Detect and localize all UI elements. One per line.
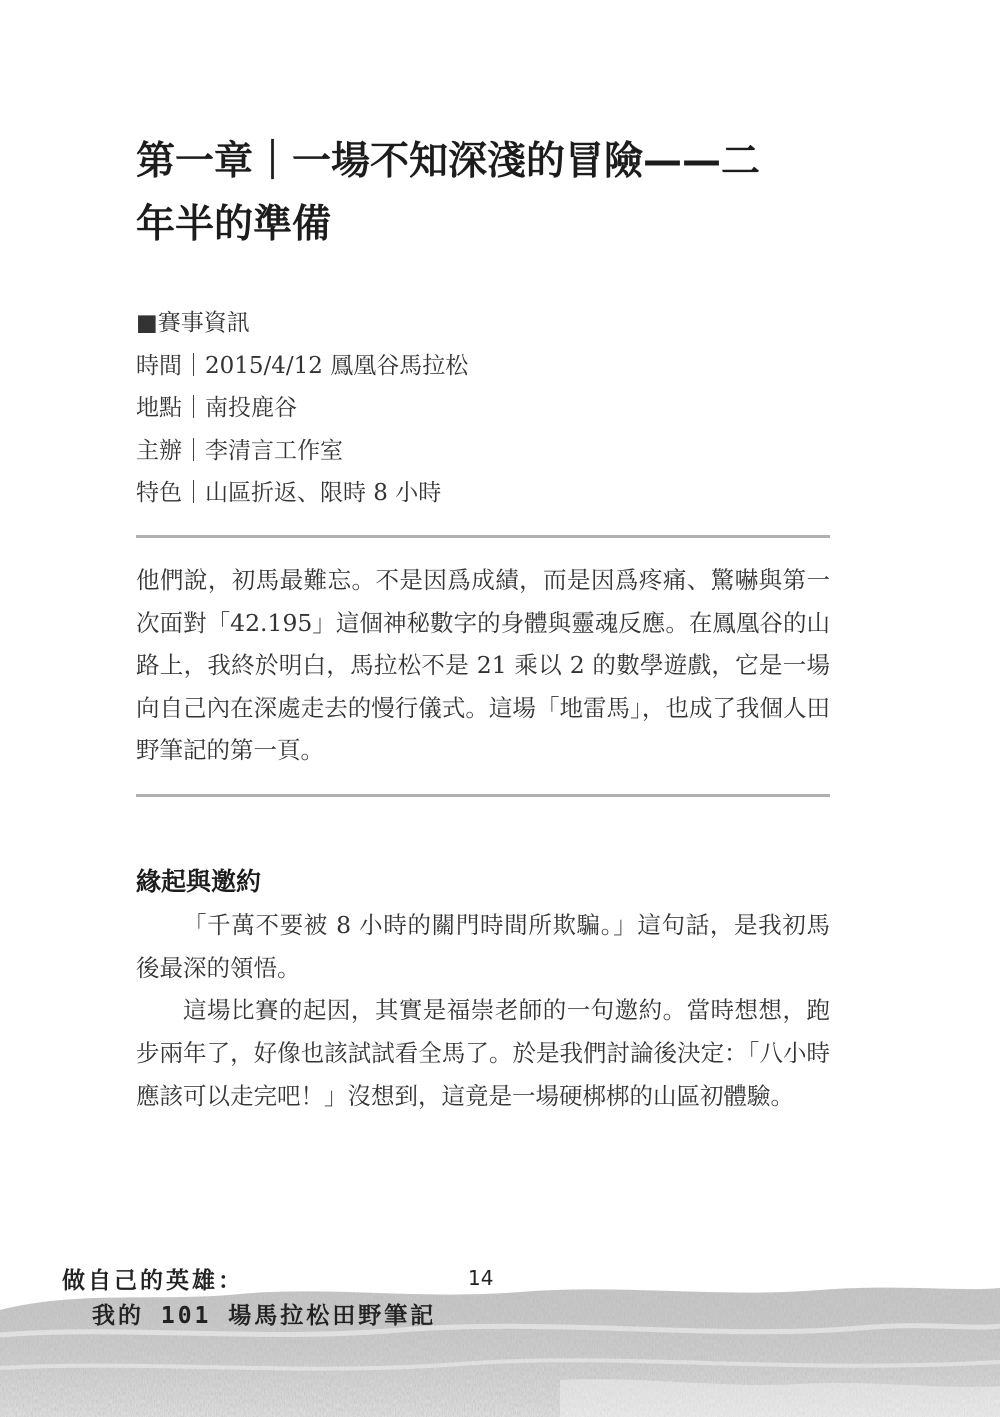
- chapter-title-line-2: 年半的準備: [136, 202, 332, 247]
- race-info-organizer: 主辦｜李清言工作室: [136, 437, 343, 464]
- race-info-heading: ■賽事資訊: [136, 310, 250, 336]
- race-info-location: 地點｜南投鹿谷: [136, 395, 297, 421]
- body-paragraph-1: 「千萬不要被 8 小時的關門時間所欺騙。」這句話，是我初馬後最深的領悟。: [136, 911, 830, 982]
- intro-bottom-divider: [136, 794, 830, 797]
- running-footer-book-subtitle: 我的 101 場馬拉松田野筆記: [92, 1303, 437, 1329]
- chapter-title-line-1: 第一章｜一場不知深淺的冒險——二: [136, 139, 761, 184]
- intro-top-divider: [136, 535, 830, 538]
- running-footer-book-title: 做自己的英雄：: [62, 1268, 244, 1294]
- intro-paragraph: 他們說，初馬最難忘。不是因爲成績，而是因爲疼痛、驚嚇與第一次面對「42.195」這個神秘數字的身體與靈魂反應。在鳳凰谷的山路上，我終於明白，馬拉松不是 21 乘以 2 的數學遊戲，它是一場向自己內在深處走去的慢行儀式。這場「地雷馬」，也成了我個人田野筆記的第一頁。: [136, 566, 830, 764]
- race-info-features: 特色｜山區折返、限時 8 小時: [136, 480, 442, 506]
- body-paragraph-2: 這場比賽的起因，其實是福崇老師的一句邀約。當時想想，跑步兩年了，好像也該試試看全馬了。於是我們討論後決定：「八小時應該可以走完吧！」沒想到，這竟是一場硬梆梆的山區初體驗。: [136, 996, 830, 1110]
- chapter-title: [136, 130, 836, 256]
- race-info-date: 時間｜2015/4/12 鳳凰谷馬拉松: [136, 352, 469, 379]
- page-number: 14: [468, 1266, 494, 1290]
- race-info-block: [136, 302, 836, 515]
- section-heading: 緣起與邀約: [136, 867, 262, 896]
